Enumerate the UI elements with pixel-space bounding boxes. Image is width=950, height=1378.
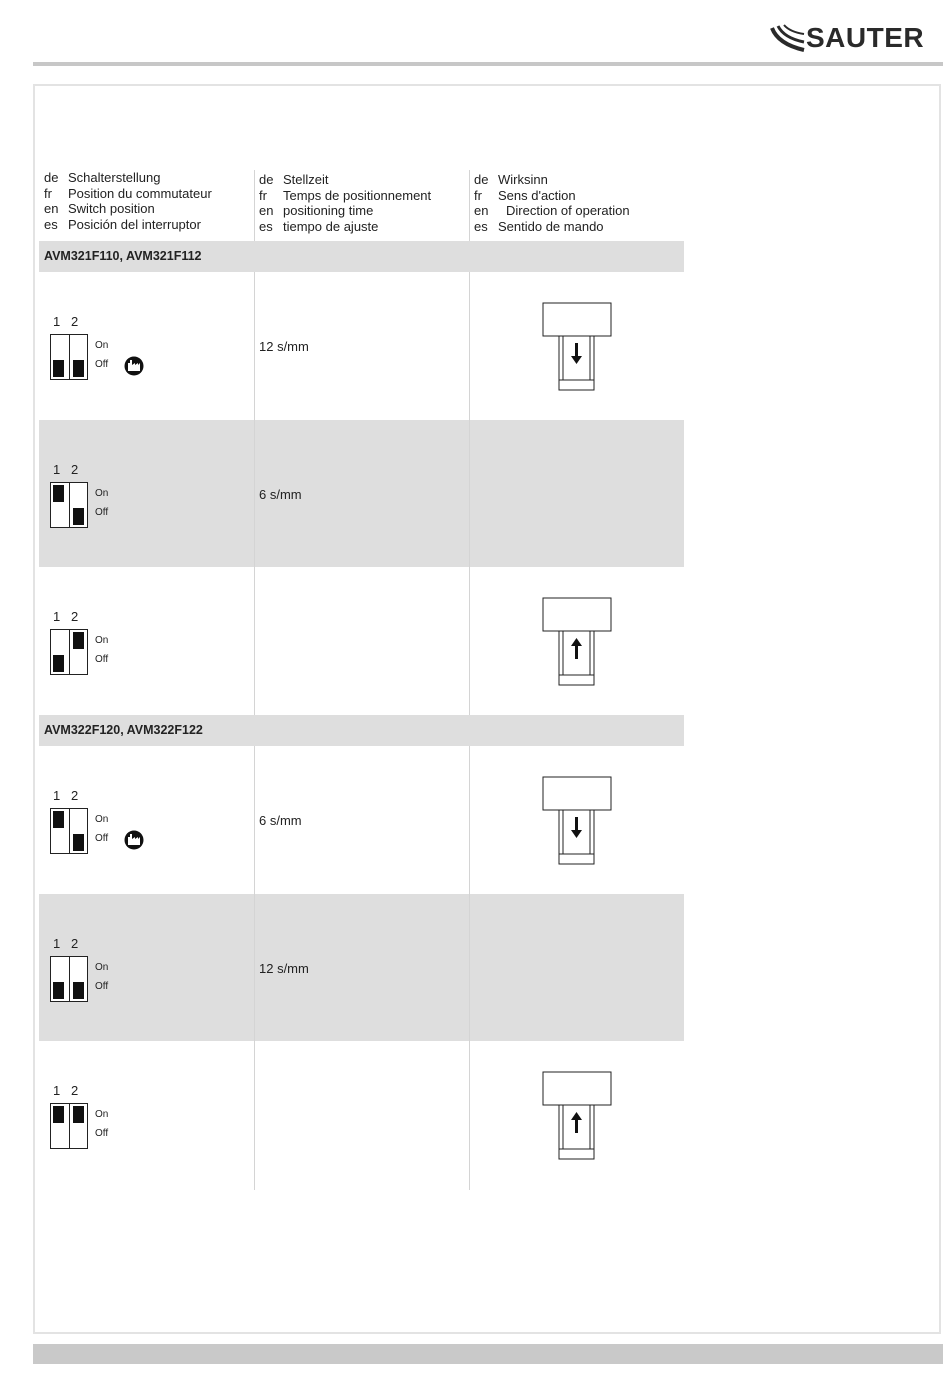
dip-switch <box>44 609 174 689</box>
actuator-up-icon <box>542 597 612 687</box>
lang-code: fr <box>474 187 482 203</box>
lang-code: en <box>259 203 274 219</box>
on-label: On <box>95 635 109 646</box>
switch-1-lever <box>53 1106 64 1123</box>
off-label: Off <box>95 654 109 665</box>
switch-number: 1 <box>53 461 61 477</box>
dip-switch <box>44 314 174 394</box>
actuator-up-icon <box>542 1071 612 1161</box>
header-text: Schalterstellung <box>68 170 161 185</box>
column-divider <box>254 272 255 715</box>
off-label: Off <box>95 980 109 992</box>
lang-code: es <box>44 216 58 232</box>
lang-code: en <box>44 201 59 217</box>
actuator-down-icon <box>542 302 612 392</box>
header-text: Wirksinn <box>498 172 548 187</box>
factory-default-icon <box>124 356 144 376</box>
positioning-time: 12 s/mm <box>259 339 309 354</box>
direction-actuator <box>542 776 612 866</box>
off-label: Off <box>95 359 109 370</box>
switch-2-lever <box>73 982 84 999</box>
header-text: tiempo de ajuste <box>283 218 379 234</box>
header-text: Posición del interruptor <box>68 216 201 232</box>
factory-default-icon <box>124 830 144 850</box>
header-switch-position <box>44 170 212 232</box>
lang-code: es <box>474 218 488 234</box>
switch-1-lever <box>53 485 64 502</box>
direction-actuator <box>542 1071 612 1161</box>
switch-1-lever <box>53 360 64 377</box>
switch-number: 1 <box>53 609 61 624</box>
header-text: Direction of operation <box>506 203 630 219</box>
switch-2-lever <box>73 1106 84 1123</box>
on-label: On <box>95 487 109 499</box>
switch-divider <box>69 808 70 854</box>
column-divider <box>469 170 470 241</box>
header-positioning-time <box>259 172 431 234</box>
positioning-time: 12 s/mm <box>259 960 309 976</box>
switch-1-lever <box>53 811 64 828</box>
section-title: AVM322F120, AVM322F122 <box>44 723 203 737</box>
switch-1-lever <box>53 655 64 672</box>
direction-actuator <box>542 597 612 687</box>
on-label: On <box>95 340 109 351</box>
on-label: On <box>95 961 109 973</box>
on-label: On <box>95 814 109 825</box>
dip-switch <box>44 936 174 1016</box>
lang-code: de <box>474 172 489 187</box>
switch-2-lever <box>73 632 84 649</box>
switch-number: 2 <box>71 461 79 477</box>
top-rule <box>33 62 943 66</box>
switch-divider <box>69 482 70 528</box>
brand-name: SAUTER <box>806 22 925 53</box>
footer-bar <box>33 1344 943 1364</box>
section-title: AVM321F110, AVM321F112 <box>44 249 202 263</box>
switch-number: 1 <box>53 935 61 951</box>
switch-divider <box>69 1103 70 1149</box>
dip-switch <box>44 788 174 868</box>
header-text: Sens d'action <box>498 187 576 203</box>
actuator-down-icon <box>542 776 612 866</box>
switch-2-lever <box>73 834 84 851</box>
switch-1-lever <box>53 982 64 999</box>
switch-divider <box>69 334 70 380</box>
switch-number: 2 <box>71 935 79 951</box>
header-text: Stellzeit <box>283 172 329 187</box>
lang-code: en <box>474 203 489 219</box>
off-label: Off <box>95 1128 109 1139</box>
lang-code: de <box>259 172 274 187</box>
switch-number: 1 <box>53 788 61 803</box>
dip-switch <box>44 462 174 542</box>
positioning-time: 6 s/mm <box>259 813 302 828</box>
off-label: Off <box>95 506 109 518</box>
header-direction <box>474 172 630 234</box>
switch-number: 1 <box>53 314 61 329</box>
header-text: Position du commutateur <box>68 185 212 201</box>
switch-number: 2 <box>71 609 79 624</box>
column-divider <box>469 272 470 715</box>
header-text: positioning time <box>283 203 374 219</box>
header-text: Switch position <box>68 201 155 217</box>
column-divider <box>254 746 255 1190</box>
switch-number: 2 <box>71 788 79 803</box>
switch-2-lever <box>73 508 84 525</box>
direction-actuator <box>542 302 612 392</box>
switch-divider <box>69 629 70 675</box>
header-text: Sentido de mando <box>498 218 604 234</box>
switch-divider <box>69 956 70 1002</box>
off-label: Off <box>95 833 109 844</box>
header-text: Temps de positionnement <box>283 187 432 203</box>
lang-code: fr <box>44 185 52 201</box>
lang-code: fr <box>259 187 267 203</box>
positioning-time: 6 s/mm <box>259 486 302 502</box>
lang-code: es <box>259 218 273 234</box>
switch-number: 2 <box>71 1083 79 1098</box>
dip-switch <box>44 1083 174 1163</box>
column-divider <box>469 746 470 1190</box>
switch-number: 1 <box>53 1083 61 1098</box>
switch-2-lever <box>73 360 84 377</box>
lang-code: de <box>44 170 59 185</box>
switch-number: 2 <box>71 314 79 329</box>
on-label: On <box>95 1109 109 1120</box>
column-divider <box>254 170 255 241</box>
